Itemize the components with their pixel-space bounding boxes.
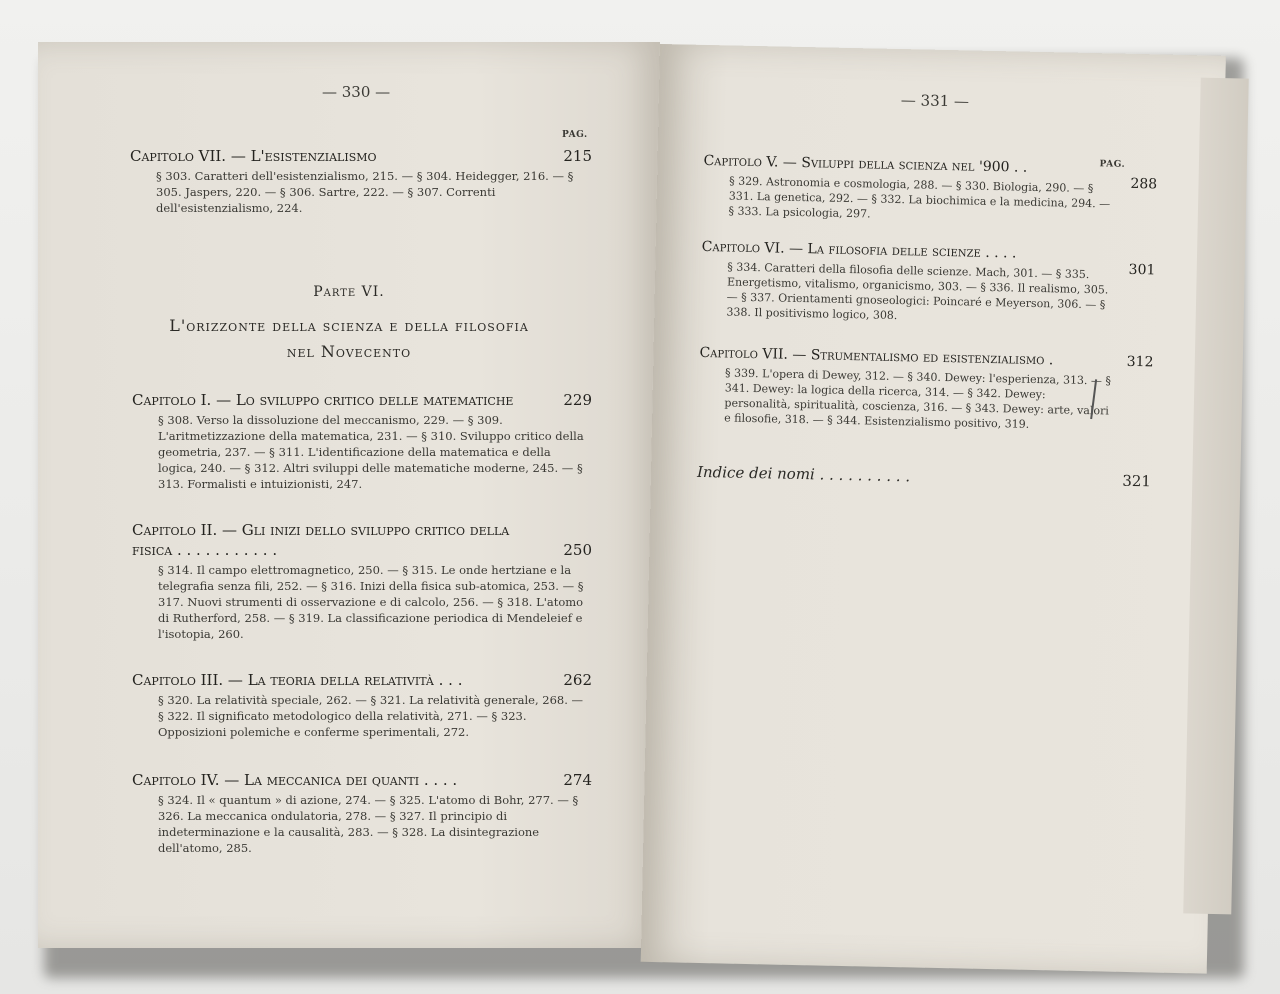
- chapter-label: Capitolo VI. — La filosofia delle scienze . . . .: [701, 238, 1017, 262]
- chapter-page: 274: [563, 771, 592, 789]
- index-entry: [696, 462, 1152, 491]
- chapter-subsections: § 334. Caratteri della filosofia delle scienze. Mach, 301. — § 335. Energetismo, vitalismo, organicismo, 303. — § 336. Il realismo, 305. — § 337. Orientamenti gnoseologici: Poincaré e Meyerson, 306. — § 338. Il positivismo logico, 308.: [726, 260, 1109, 323]
- chapter-label: Capitolo V. — Sviluppi della scienza nel '900 . .: [703, 152, 1028, 176]
- chapter-subsections: § 303. Caratteri dell'esistenzialismo, 215. — § 304. Heidegger, 216. — § 305. Jaspers, 220. — § 306. Sartre, 222. — § 307. Correnti dell'esistenzialismo, 224.: [156, 169, 574, 215]
- chapter-label: Capitolo III. — La teoria della relatività . . .: [132, 671, 463, 689]
- right-chapter-v: [702, 151, 1158, 227]
- chapter-label: Capitolo VII. — L'esistenzialismo: [130, 147, 377, 165]
- chapter-subsections: § 339. L'opera di Dewey, 312. — § 340. Dewey: l'esperienza, 313. — § 341. Dewey: la logica della ricerca, 314. — § 342. Dewey: personalità, spiritualità, coscienza, 316. — § 343. Dewey: arte, valori e filosofie, 318. — § 344. Esistenzialismo positivo, 319.: [724, 366, 1112, 431]
- left-chapter-iii: [132, 670, 592, 740]
- chapter-page: 301: [1128, 261, 1156, 279]
- chapter-page: 229: [563, 391, 592, 409]
- parte-label: Parte VI.: [313, 284, 385, 300]
- left-page-number: — 330 —: [322, 83, 391, 101]
- chapter-page: 312: [1126, 353, 1154, 371]
- chapter-heading: [132, 520, 592, 560]
- left-pag-label: PAG.: [562, 130, 588, 140]
- right-page-content: [641, 44, 1226, 974]
- left-chapter-ii: [132, 520, 592, 642]
- chapter-subsections: § 308. Verso la dissoluzione del meccanismo, 229. — § 309. L'aritmetizzazione della matematica, 231. — § 310. Sviluppo critico della geometria, 237. — § 311. L'identificazione della matematica e della logica, 240. — § 312. Altri sviluppi delle matematiche moderne, 245. — § 313. Formalisti e intuizionisti, 247.: [158, 413, 584, 491]
- chapter-heading: [132, 670, 592, 690]
- parte-title-line-2: nel Novecento: [286, 342, 412, 361]
- chapter-page: 288: [1130, 175, 1158, 193]
- chapter-subsections: § 329. Astronomia e cosmologia, 288. — § 330. Biologia, 290. — § 331. La genetica, 292. — § 332. La biochimica e la medicina, 294. — § 333. La psicologia, 297.: [728, 174, 1111, 221]
- left-chapter-i: [132, 390, 592, 492]
- chapter-page: 262: [563, 671, 592, 689]
- chapter-page: 250: [563, 541, 592, 559]
- index-label: Indice dei nomi . . . . . . . . . .: [696, 462, 911, 486]
- chapter-label: Capitolo VII. — Strumentalismo ed esistenzialismo .: [699, 344, 1054, 369]
- right-pag-label: PAG.: [1099, 159, 1126, 170]
- parte-title-line-1: L'orizzonte della scienza e della filosofia: [169, 316, 529, 335]
- chapter-heading: [132, 390, 592, 410]
- chapter-heading: [130, 146, 592, 166]
- chapter-page: 215: [563, 147, 592, 165]
- chapter-label: Capitolo I. — Lo sviluppo critico delle matematiche: [132, 391, 514, 409]
- left-chapter-vii: [130, 146, 592, 216]
- chapter-label: Capitolo IV. — La meccanica dei quanti . . . .: [132, 771, 458, 789]
- right-page-number: — 331 —: [900, 91, 970, 111]
- right-chapter-vii: [698, 343, 1154, 434]
- right-chapter-vi: [700, 237, 1156, 328]
- index-page: 321: [1122, 471, 1152, 491]
- chapter-subsections: § 320. La relatività speciale, 262. — § 321. La relatività generale, 268. — § 322. Il significato metodologico della relatività, 271. — § 323. Opposizioni polemiche e conferme sperimentali, 272.: [158, 693, 584, 739]
- chapter-heading: [132, 770, 592, 790]
- chapter-subsections: § 314. Il campo elettromagnetico, 250. — § 315. Le onde hertziane e la telegrafia senza fili, 252. — § 316. Inizi della fisica sub-atomica, 253. — § 317. Nuovi strumenti di osservazione e di calcolo, 256. — § 318. L'atomo di Rutherford, 258. — § 319. La classificazione periodica di Mendeleief e l'isotopia, 260.: [158, 563, 584, 641]
- chapter-subsections: § 324. Il « quantum » di azione, 274. — § 325. L'atomo di Bohr, 277. — § 326. La meccanica ondulatoria, 278. — § 327. Il principio di indeterminazione e la causalità, 283. — § 328. La disintegrazione dell'atomo, 285.: [158, 793, 579, 855]
- chapter-label: Capitolo II. — Gli inizi dello sviluppo critico della fisica . . . . . . . . . . .: [132, 521, 510, 559]
- left-chapter-iv: [132, 770, 592, 856]
